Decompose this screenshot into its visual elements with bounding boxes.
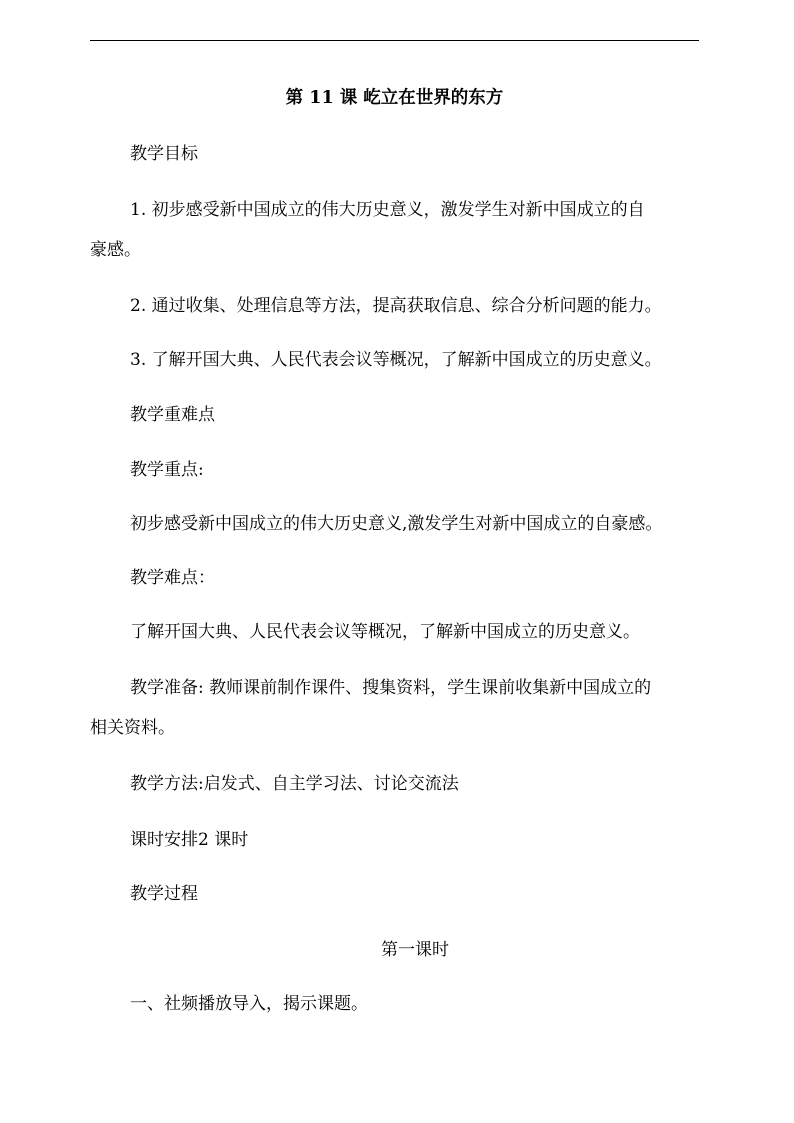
section-heading-process: 教学过程	[130, 884, 198, 904]
lesson-heading: 第一课时	[381, 940, 449, 960]
key-points-label: 教学重点:	[130, 460, 204, 480]
page-title: 第 11 课 屹立在世界的东方	[285, 88, 504, 108]
header-rule	[90, 40, 699, 41]
key-points-text: 初步感受新中国成立的伟大历史意义,激发学生对新中国成立的自豪感。	[130, 514, 663, 534]
teaching-methods: 教学方法:启发式、自主学习法、讨论交流法	[130, 774, 459, 794]
section-heading-objectives: 教学目标	[130, 144, 198, 164]
preparation-line-1: 教学准备: 教师课前制作课件、搜集资料，学生课前收集新中国成立的	[130, 678, 652, 698]
difficult-points-label: 教学难点：	[130, 568, 215, 588]
objective-3: 3. 了解开国大典、人民代表会议等概况，了解新中国成立的历史意义。	[130, 350, 662, 370]
step-1: 一、社频播放导入，揭示课题。	[130, 994, 368, 1014]
objective-2: 2. 通过收集、处理信息等方法，提高获取信息、综合分析问题的能力。	[130, 296, 662, 316]
class-schedule: 课时安排2 课时	[130, 830, 249, 850]
section-heading-key-difficult: 教学重难点	[130, 405, 215, 425]
objective-1-line-2: 豪感。	[90, 240, 141, 260]
preparation-line-2: 相关资料。	[90, 718, 175, 738]
objective-1-line-1: 1. 初步感受新中国成立的伟大历史意义，激发学生对新中国成立的自	[130, 200, 645, 220]
difficult-points-text: 了解开国大典、人民代表会议等概况，了解新中国成立的历史意义。	[130, 622, 640, 642]
